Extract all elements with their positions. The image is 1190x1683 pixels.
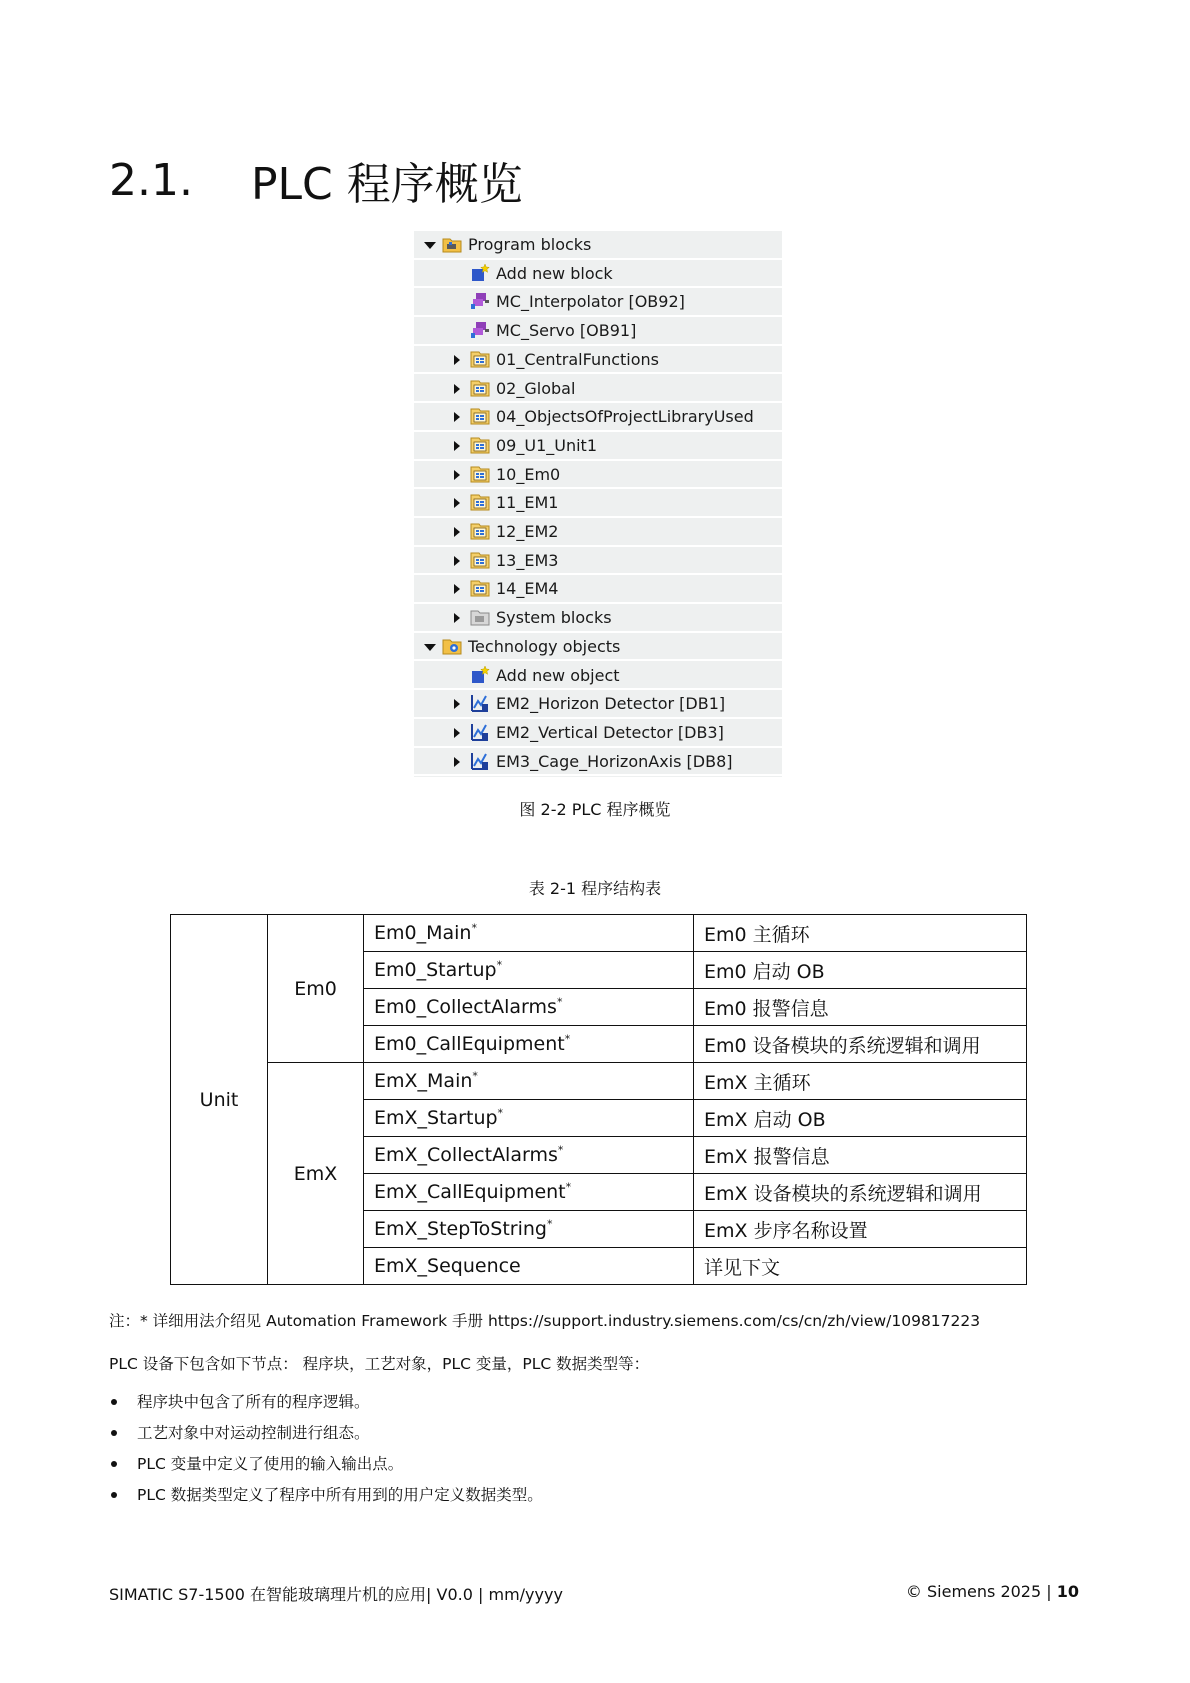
- block-name-cell: Em0_CallEquipment*: [364, 1026, 694, 1063]
- block-group-folder-icon: [470, 550, 490, 570]
- caret-right-icon[interactable]: [454, 556, 460, 566]
- caret-right-icon[interactable]: [454, 728, 460, 738]
- caret-right-icon[interactable]: [454, 441, 460, 451]
- block-description-cell: Em0 主循环: [694, 915, 1027, 952]
- block-name-cell: EmX_CallEquipment*: [364, 1174, 694, 1211]
- table-row: [171, 915, 1027, 952]
- footer-copyright: [906, 1582, 1079, 1601]
- caret-right-icon[interactable]: [454, 412, 460, 422]
- intro-paragraph: PLC 设备下包含如下节点： 程序块，工艺对象，PLC 变量，PLC 数据类型等：: [109, 1355, 650, 1373]
- tree-row[interactable]: [414, 288, 782, 317]
- block-description-cell: Em0 报警信息: [694, 989, 1027, 1026]
- caret-down-icon[interactable]: [424, 644, 436, 651]
- em-group-cell: EmX: [268, 1063, 364, 1285]
- footnote-marker: *: [496, 958, 503, 972]
- footnote-marker: *: [564, 1032, 571, 1046]
- table-note: 注：* 详细用法介绍见 Automation Framework 手册 https://support.industry.siemens.com/cs/cn/zh/view/109817223: [109, 1312, 981, 1330]
- block-name-cell: EmX_Main*: [364, 1063, 694, 1100]
- tree-row[interactable]: [414, 547, 782, 576]
- technology-object-axis-icon: [470, 693, 490, 713]
- block-group-folder-icon: [470, 492, 490, 512]
- tree-row-label: 11_EM1: [496, 493, 559, 513]
- block-name-cell: EmX_Sequence: [364, 1248, 694, 1285]
- footnote-marker: *: [556, 995, 563, 1009]
- tree-row[interactable]: [414, 231, 782, 260]
- footnote-marker: *: [557, 1143, 564, 1157]
- block-description-cell: EmX 步序名称设置: [694, 1211, 1027, 1248]
- block-name-cell: Em0_Main*: [364, 915, 694, 952]
- tree-row[interactable]: [414, 403, 782, 432]
- tree-row-label: 10_Em0: [496, 464, 561, 484]
- caret-right-icon[interactable]: [454, 498, 460, 508]
- tree-row-label: 04_ObjectsOfProjectLibraryUsed: [496, 407, 754, 427]
- caret-right-icon[interactable]: [454, 584, 460, 594]
- tree-row-label: 14_EM4: [496, 579, 559, 599]
- program-structure-table: [170, 914, 1027, 1285]
- footer-copyright-text: © Siemens 2025 |: [905, 1582, 1057, 1601]
- em-group-cell: Em0: [268, 915, 364, 1063]
- tree-row-label: 13_EM3: [496, 550, 559, 570]
- tree-row-label: 12_EM2: [496, 522, 559, 541]
- technology-object-axis-icon: [470, 751, 490, 771]
- block-group-folder-icon: [470, 349, 490, 369]
- tree-row[interactable]: [414, 575, 782, 604]
- tree-row-label: MC_Servo [OB91]: [496, 321, 637, 341]
- block-description-cell: Em0 启动 OB: [694, 952, 1027, 989]
- tree-row[interactable]: [414, 461, 782, 490]
- block-name-cell: Em0_CollectAlarms*: [364, 989, 694, 1026]
- block-group-folder-icon: [470, 378, 490, 398]
- figure-caption: 图 2-2 PLC 程序概览: [519, 800, 671, 819]
- block-description-cell: Em0 设备模块的系统逻辑和调用: [694, 1026, 1027, 1063]
- block-description-cell: 详见下文: [694, 1248, 1027, 1285]
- tree-row-label: EM2_Vertical Detector [DB3]: [496, 722, 724, 742]
- caret-right-icon[interactable]: [454, 699, 460, 709]
- footnote-marker: *: [565, 1180, 572, 1194]
- block-name-cell: EmX_CollectAlarms*: [364, 1137, 694, 1174]
- block-group-folder-icon: [470, 578, 490, 598]
- block-description-cell: EmX 报警信息: [694, 1137, 1027, 1174]
- tree-row-label: System blocks: [496, 608, 612, 628]
- block-group-folder-icon: [470, 521, 490, 541]
- footnote-marker: *: [472, 1069, 478, 1083]
- footnote-marker: *: [471, 921, 477, 935]
- project-tree-screenshot: [414, 231, 782, 777]
- tree-row[interactable]: [414, 317, 782, 346]
- tree-row-label: Add new block: [496, 263, 613, 283]
- tree-row-label: MC_Interpolator [OB92]: [496, 292, 685, 312]
- block-description-cell: EmX 设备模块的系统逻辑和调用: [694, 1174, 1027, 1211]
- technology-objects-folder-icon: [442, 636, 462, 656]
- section-heading: [109, 150, 523, 210]
- table-row: [171, 1063, 1027, 1100]
- bullet-list: [109, 1392, 543, 1516]
- tree-row[interactable]: [414, 346, 782, 375]
- block-description-cell: EmX 启动 OB: [694, 1100, 1027, 1137]
- tree-row[interactable]: [414, 432, 782, 461]
- tree-row-label: 09_U1_Unit1: [496, 435, 597, 455]
- bullet-item: 程序块中包含了所有的程序逻辑。: [109, 1392, 543, 1423]
- block-name-cell: EmX_Startup*: [364, 1100, 694, 1137]
- tree-row[interactable]: [414, 633, 782, 662]
- tree-row-label: EM2_Horizon Detector [DB1]: [496, 694, 726, 714]
- caret-right-icon[interactable]: [454, 527, 460, 537]
- tree-row-label: 01_CentralFunctions: [496, 349, 660, 369]
- tree-row[interactable]: [414, 748, 782, 777]
- section-title: PLC 程序概览: [251, 159, 523, 210]
- technology-object-axis-icon: [470, 722, 490, 742]
- tree-row-label: 02_Global: [496, 378, 576, 398]
- bullet-item: PLC 变量中定义了使用的输入输出点。: [109, 1454, 543, 1485]
- organization-block-icon: [470, 320, 490, 340]
- block-group-folder-icon: [470, 464, 490, 484]
- tree-row[interactable]: [414, 662, 782, 691]
- organization-block-icon: [470, 291, 490, 311]
- tree-row[interactable]: [414, 719, 782, 748]
- footnote-marker: *: [547, 1217, 553, 1231]
- tree-row[interactable]: [414, 375, 782, 404]
- block-group-folder-icon: [470, 435, 490, 455]
- program-blocks-folder-icon: [442, 234, 462, 254]
- tree-row-label: Technology objects: [468, 636, 621, 656]
- tree-row[interactable]: [414, 690, 782, 719]
- tree-row[interactable]: [414, 518, 782, 547]
- footer-document-title: SIMATIC S7-1500 在智能玻璃理片机的应用| V0.0 | mm/yyyy: [109, 1585, 563, 1604]
- tree-row-label: EM3_Cage_HorizonAxis [DB8]: [496, 751, 733, 771]
- tree-row[interactable]: [414, 489, 782, 518]
- section-number: 2.1.: [109, 154, 193, 206]
- add-new-block-icon: [470, 263, 490, 283]
- block-name-cell: Em0_Startup*: [364, 952, 694, 989]
- bullet-item: 工艺对象中对运动控制进行组态。: [109, 1423, 543, 1454]
- bullet-item: PLC 数据类型定义了程序中所有用到的用户定义数据类型。: [109, 1485, 543, 1516]
- caret-right-icon[interactable]: [454, 613, 460, 623]
- caret-right-icon[interactable]: [454, 384, 460, 394]
- tree-row-label: Add new object: [496, 665, 620, 685]
- caret-right-icon[interactable]: [454, 355, 460, 365]
- add-new-object-icon: [470, 665, 490, 685]
- table-caption: 表 2-1 程序结构表: [528, 879, 662, 898]
- caret-down-icon[interactable]: [424, 242, 436, 249]
- block-group-folder-icon: [470, 406, 490, 426]
- block-name-cell: EmX_StepToString*: [364, 1211, 694, 1248]
- tree-row[interactable]: [414, 604, 782, 633]
- system-blocks-folder-icon: [470, 607, 490, 627]
- unit-cell: Unit: [171, 915, 268, 1285]
- page-number: 10: [1056, 1582, 1079, 1601]
- caret-right-icon[interactable]: [454, 757, 460, 767]
- footnote-marker: *: [497, 1106, 504, 1120]
- caret-right-icon[interactable]: [454, 470, 460, 480]
- tree-row-label: Program blocks: [468, 235, 592, 254]
- block-description-cell: EmX 主循环: [694, 1063, 1027, 1100]
- tree-row[interactable]: [414, 260, 782, 289]
